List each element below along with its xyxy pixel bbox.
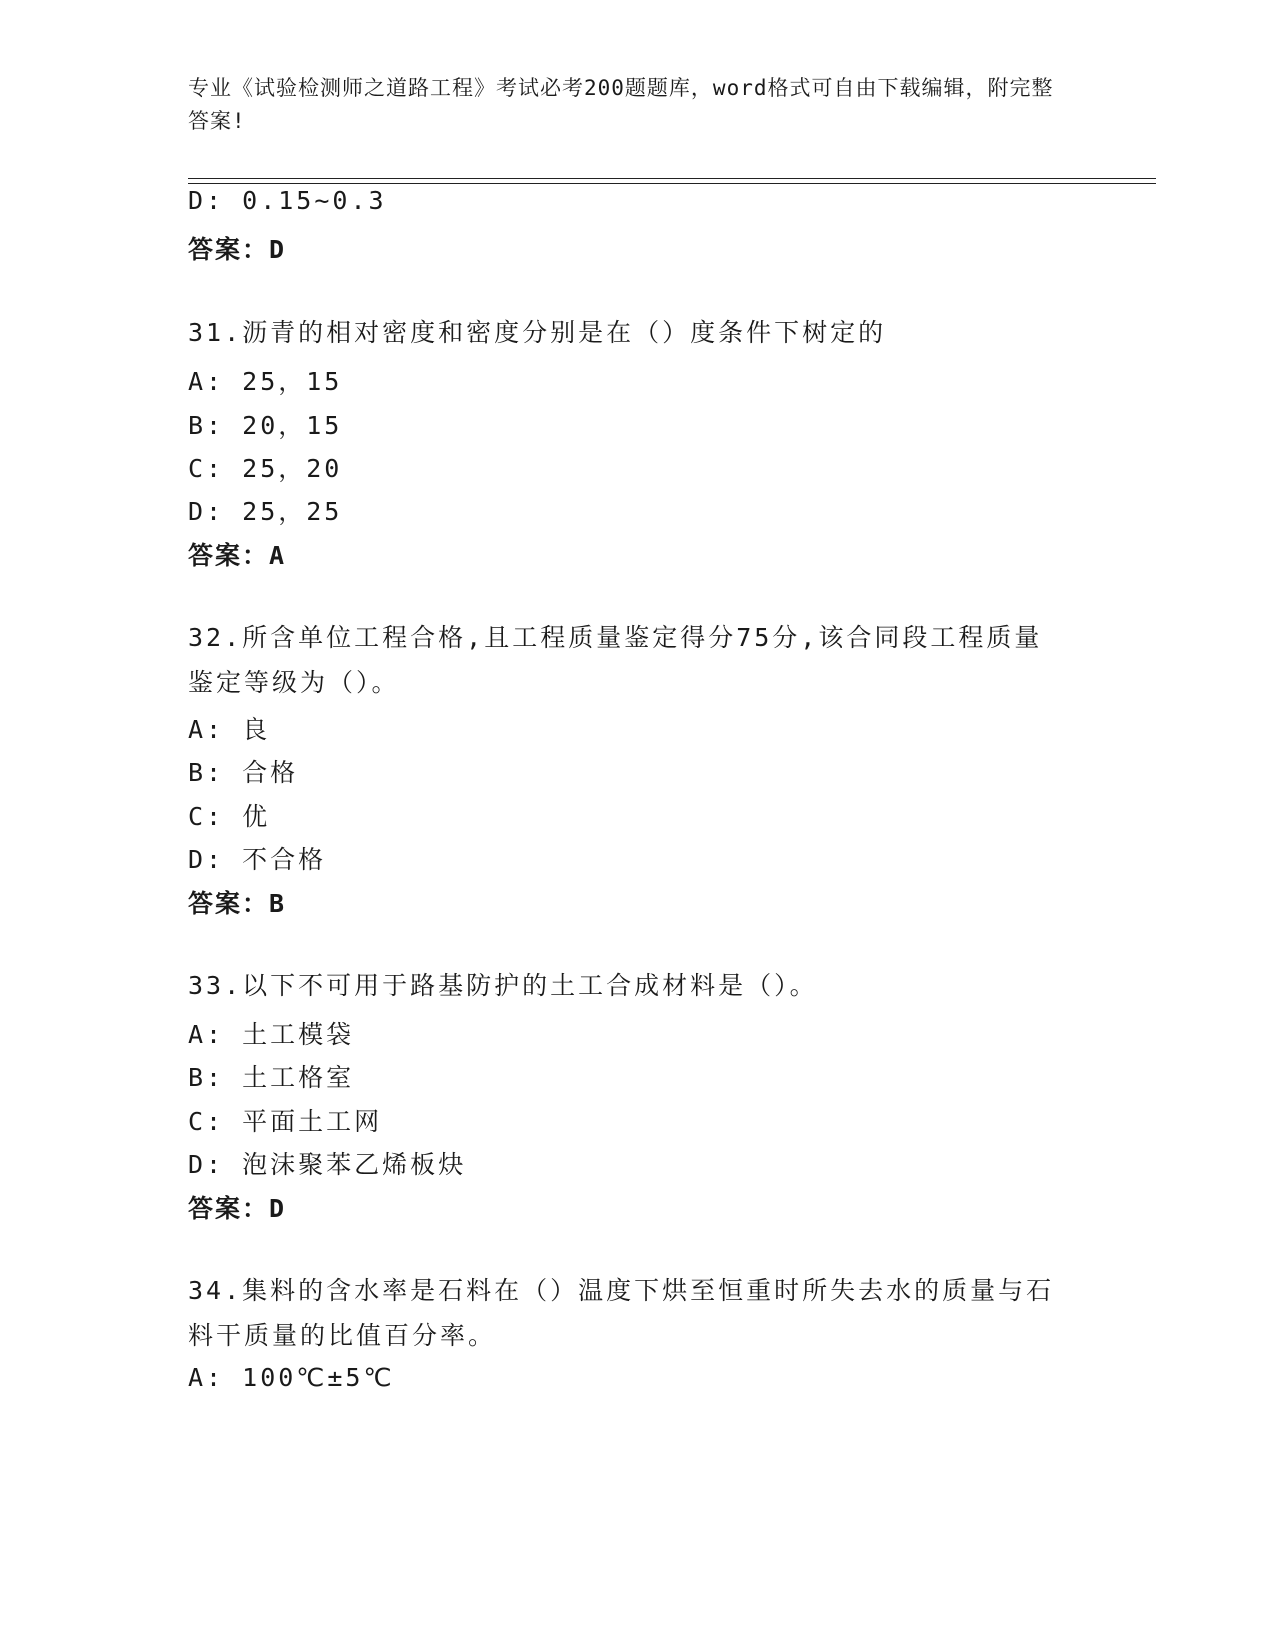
question-32-answer: 答案：B	[188, 889, 287, 918]
question-33-text: 33.以下不可用于路基防护的土工合成材料是（）。	[188, 971, 818, 1000]
prev-option-d: D: 0.15~0.3	[188, 186, 387, 215]
question-31-option-d: D: 25，25	[188, 497, 343, 526]
prev-answer: 答案：D	[188, 235, 287, 264]
question-32-option-b: B: 合格	[188, 758, 299, 787]
question-33-answer: 答案：D	[188, 1194, 287, 1223]
question-33-option-a: A: 土工模袋	[188, 1020, 355, 1049]
question-33-option-d: D: 泡沫聚苯乙烯板炔	[188, 1150, 467, 1179]
question-32-option-c: C: 优	[188, 802, 271, 831]
question-33-option-c: C: 平面土工网	[188, 1107, 383, 1136]
question-32-option-a: A: 良	[188, 715, 271, 744]
header-divider	[188, 178, 1156, 184]
question-31-text: 31.沥青的相对密度和密度分别是在（）度条件下树定的	[188, 318, 887, 347]
question-31-answer: 答案：A	[188, 541, 287, 570]
document-header: 专业《试验检测师之道路工程》考试必考200题题库，word格式可自由下载编辑，附完整答案!	[188, 76, 1054, 133]
question-31-option-b: B: 20，15	[188, 411, 343, 440]
question-34-text: 34.集料的含水率是石料在（）温度下烘至恒重时所失去水的质量与石料干质量的比值百分率。	[188, 1276, 1055, 1350]
question-31-option-a: A: 25，15	[188, 367, 343, 396]
question-34-option-a: A: 100℃±5℃	[188, 1363, 395, 1392]
question-31-option-c: C: 25，20	[188, 454, 343, 483]
question-32-option-d: D: 不合格	[188, 845, 327, 874]
question-32-text: 32.所含单位工程合格,且工程质量鉴定得分75分,该合同段工程质量鉴定等级为（）。	[188, 623, 1043, 697]
question-33-option-b: B: 土工格室	[188, 1063, 355, 1092]
